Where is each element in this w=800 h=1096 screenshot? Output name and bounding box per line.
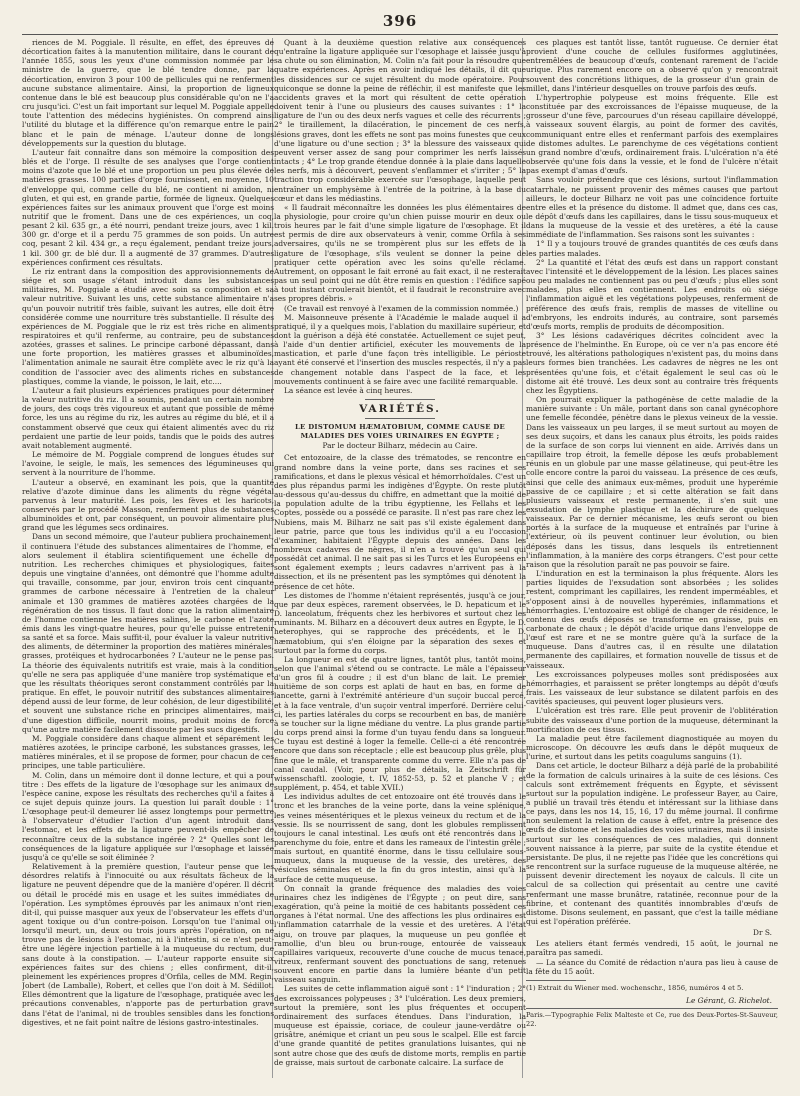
- paragraph: La séance est levée à cinq heures.: [284, 385, 413, 395]
- paragraph: M. Colin, dans un mémoire dont il donne lecture, et qui a pour titre : Des effets de la ligature de l'œsophage sur les animaux de l'espèce canine, expose les résultats des recherches qu'il a faites à ce sujet depuis quinze jours. La question lui paraît double : 1° L'œsophage peut-il demeurer lié assez longtemps pour permettre à l'observateur d'étudier l'action d'un agent introduit dans l'estomac, et les effets de la ligature peuvent-ils empêcher de reconnaître ceux de la substance ingérée ? 2° Quelles sont les conséquences de la ligature appliquée sur l'œsophage et laissée jusqu'à ce qu'elle se soit éliminée ?: [22, 770, 274, 862]
- paragraph: Quant à la deuxième question relative aux conséquences qu'entraîne la ligature appliquée sur l'œsophage et laissée jusqu'à sa chute ou son élimination, M. Colin n'a fait pour la résoudre que quatre expériences. Après en avoir indiqué les détails, il dit que les dissidences sur ce sujet résultent du mode opératoire. Pour quiconque se donne la peine de réfléchir, il est manifeste que les accidents graves et la mort qui résultent de cette opération doivent tenir à l'une ou plusieurs des causes suivantes : 1° la ligature de l'un ou des deux nerfs vagues et celle des récurrents ; 2° le tiraillement, la dilacération, le pincement de ces nerfs, lésions graves, dont les effets ne sont pas moins funestes que ceux d'une ligature ou d'une section ; 3° la blessure des vaisseaux qui peuvent verser assez de sang pour comprimer les nerfs laissés intacts ; 4° Le trop grande étendue donnée à la plaie dans laquelle les nerfs, mis à découvert, peuvent s'enflammer et s'irriter ; 5° la traction trop considérable exercée sur l'œsophage, laquelle peut entraîner un emphysème à l'entrée de la poitrine, à la base du cœur et dans les médiastins.: [274, 38, 526, 203]
- paragraph: Les distomes de l'homme n'étaient représentés, jusqu'à ce jour, que par deux espèces, rarement observées, le D. hepaticum et le D. lanceolatum, fréquents chez les herbivores et surtout chez les ruminants. M. Bilharz en a découvert deux autres en Égypte, le D. heterophyes, qui se rapproche des précédents, et le D. hæmatobium, qui s'en éloigne par la séparation des sexes et surtout par la forme du corps.: [274, 590, 526, 655]
- paragraph: Le riz entrant dans la composition des approvisionnements de siége et son usage s'étant introduit dans les subsistances militaires, M. Poggiale a étudié avec soin sa composition et sa valeur nutritive. Suivant les uns, cette substance alimentaire n'a qu'un pouvoir nutritif très faible, suivant les autres, elle doit être considérée comme une nourriture très substantielle. Il résulte des expériences de M. Poggiale que le riz est très riche en aliments respiratoires et qu'il renferme, au contraire, peu de substances azotées, grasses et salines. Le principe carboné dépassant, dans une forte proportion, les matières grasses et albuminoïdes, l'alimentation animale ne saurait être complète avec le riz qu'à la condition de l'associer avec des aliments riches en substances plastiques, comme la viande, le poisson, le lait, etc....: [22, 266, 274, 386]
- paragraph: ces plaques est tantôt lisse, tantôt rugueuse. Ce dernier état provient d'une couche de cellules fusiformes agglutinées, entremêlées de beaucoup d'œufs, contenant rarement de l'acide urique. Plus rarement encore on a observé qu'on y rencontrait souvent des concrétions lithiques, de la grosseur d'un grain de millet, dans l'intérieur desquelles on trouve parfois des œufs.: [526, 38, 778, 93]
- paragraph: 3° Les lésions cadavériques décrites coïncident avec la présence de l'helminthe. En Europe, où ce ver n'a pas encore été trouvé, les altérations pathologiques n'existent pas, du moins dans leurs formes bien tranchées. Les cadavres de nègres ne les ont présentées qu'une fois, et c'était également le seul cas où le distome ait été trouvé. Les deux sont au contraire très fréquents chez les Égyptiens.: [526, 331, 778, 395]
- footnote-rule: [526, 980, 586, 981]
- paragraph: On pourrait expliquer la pathogénèse de cette maladie de la manière suivante : Un mâle, portant dans son canal gynécophore une femelle fécondée, pénètre dans le plexus veineux de la vessie. Dans les vaisseaux un peu larges, il se meut surtout au moyen de ses deux suçoirs, et dans les canaux plus étroits, les poids raides de la surface de son corps lui viennent en aide. Arrivés dans un capillaire trop étroit, la femelle dépose les œufs probablement réunis en un globule par une masse gélatineuse, qui peut-être les colle encore contre la paroi du vaisseau. La présence de ces œufs, ainsi que celle des animaux eux-mêmes, produit une hyperémie passive de ce capillaire ; et si cette altération se fait dans plusieurs vaisseaux et reste permanente, il s'en suit une exsudation de lymphe plastique et la déchirure de quelques vaisseaux. Par ce dernier mécanisme, les œufs seront ou bien portés à la surface de la muqueuse et entraînés par l'urine à l'extérieur, où ils peuvent continuer leur évolution, ou bien déposés dans les tissus, dans lesquels ils entretiennent l'inflammation, à la manière des corps étrangers. C'est pour cette raison que la résolution paraît ne pas pouvoir se faire.: [526, 395, 778, 569]
- paragraph: Les suites de cette inflammation aiguë sont : 1° l'induration ; 2° des excroissances polypeuses ; 3° l'ulcération. Les deux premiers, surtout la première, sont les plus fréquentes et occupent ordinairement des surfaces étendues. Dans l'induration, la muqueuse est épaissie, coriace, de couleur jaune-verdâtre ou grisâtre, anémique et criant un peu sous le scalpel. Elle est farcie d'une grande quantité de petites granulations luisantes, qui ne sont autre chose que des œufs de distome morts, remplis en partie de graisse, mais surtout de carbonate calcaire. La surface de: [274, 984, 526, 1067]
- article-byline: Par le docteur Bilharz, médecin au Caire.: [322, 441, 478, 451]
- paragraph: Sans vouloir prétendre que ces lésions, surtout l'inflammation catarrhale, ne puissent provenir des mêmes causes que partout ailleurs, le docteur Bilharz ne voit pas une coïncidence fortuite entre elles et la présence du distome. Il admet que, dans ces cas, le dépôt d'œufs dans les capillaires, dans le tissu sous-muqueux et dans la muqueuse de la vessie et des uretères, a été la cause immédiate de l'inflammation. Ses raisons sont les suivantes :: [526, 175, 778, 240]
- page-number: 396: [382, 12, 418, 30]
- paragraph: L'auteur fait connaître dans son mémoire la composition des blés et de l'orge. Il résulte de ses analyses que l'orge contient moins d'azote que le blé et une proportion un peu plus élevée de matières grasses. 100 parties d'orge fournissent, en moyenne, 10 d'enveloppe qui, comme celle du blé, ne contient ni amidon, ni gluten, et qui est, en grande partie, formée de ligneux. Quelques expériences faites sur les animaux prouvent que l'orge est moins nutritif que le froment. Dans une de ces expériences, un coq, pesant 2 kil. 635 gr., a été nourri, pendant treize jours, avec 1 kil. 300 gr. d'orge et il a perdu 75 grammes de son poids. Un autre coq, pesant 2 kil. 434 gr., a reçu également, pendant treize jours, 1 kil. 300 gr. de blé dur. Il a augmenté de 37 grammes. D'autres expériences confirment ces résultats.: [22, 147, 274, 267]
- paragraph: Le mémoire de M. Poggiale comprend de longues études sur l'avoine, le seigle, le maïs, les semences des légumineuses qui servent à la nourriture de l'homme.: [22, 450, 274, 478]
- paragraph: 1° Il y a toujours trouvé de grandes quantités de ces œufs dans les parties malades.: [526, 239, 778, 258]
- paragraph: Relativement à la première question, l'auteur pense que les désordres relatifs à l'innocuité ou aux résultats fâcheux de la ligature ne peuvent dépendre que de la manière d'opérer. Il décrit ou détail le procédé mis en usage et les suites immédiates de l'opération. Les symptômes éprouvés par les animaux n'ont rien, dit-il, qui puisse masquer aux yeux de l'observateur les effets d'un agent toxique ou d'un contre-poison. Lorsqu'on tue l'animal ou lorsqu'il meurt, un, deux ou trois jours après l'opération, on ne trouve pas de lésions à l'estomac, ni à l'intestin, si ce n'est peut-être une légère injection partielle à la muqueuse du rectum, due sans doute à la constipation. — L'auteur rapporte ensuite six expériences faites sur des chiens ; elles confirment, dit-il, pleinement les expériences propres d'Orfila, celles de MM. Regin, Jobert (de Lamballe), Robert, et celles que l'on doit à M. Sédillot. Elles démontrent que la ligature de l'œsophage, pratiquée avec les précautions convenables, n'apporte pas de perturbation grave dans l'état de l'animal, ni de troubles sensibles dans les fonctions digestives, et ne fait point naître de lésions gastro-intestinales.: [22, 862, 274, 1027]
- article-signature: Dr S.: [753, 928, 772, 938]
- paragraph: 2° La quantité et l'état des œufs est dans un rapport constant avec l'intensité et le développement de la lésion. Les places saines ou peu malades ne contiennent pas ou peu d'œufs ; plus elles sont malades, plus elles en contiennent. Les endroits où siége l'inflammation aiguë et les végétations polypeuses, renferment de préférence des œufs frais, remplis de masses de vitelline ou d'embryons, les endroits indurés, au contraire, sont parsemés d'œufs morts, remplis de produits de décomposition.: [526, 257, 778, 331]
- section-rule: [365, 418, 435, 419]
- article-title: LE DISTOMUM HÆMATOBIUM, COMME CAUSE DE MALADIES DES VOIES URINAIRES EN ÉGYPTE ;: [294, 423, 506, 440]
- column-right: [526, 38, 778, 1084]
- section-heading: VARIÉTÉS.: [359, 403, 441, 416]
- paragraph: « Il faudrait méconnaître les données les plus élémentaires de la physiologie, pour croire qu'un chien puisse mourir en deux ou trois heures par le fait d'une simple ligature de l'œsophage. Et il est permis de dire aux observateurs à venir, comme Orfila à ses adversaires, qu'ils ne se trompèrent plus sur les effets de la ligature de l'œsophage, s'ils veulent se donner la peine de pratiquer cette opération avec les soins qu'elle réclame. Autrement, on opposant le fait erroné au fait exact, il ne resterait pas un seul point qui ne dût être remis en question : l'édifice sapé à tout instant croulerait bientôt, et il faudrait le reconstruire avec ses propres débris. »: [274, 202, 526, 304]
- footnote: (1) Extrait du Wiener med. wochenschr., 1856, numéros 4 et 5.: [526, 983, 744, 992]
- paragraph: Cet entozoaire, de la classe des trématodes, se rencontre en grand nombre dans la veine porte, dans ses racines et ses ramifications, et dans le plexus vésical et hémorrhoïdales. C'est un des plus répandus parmi les indigènes d'Égypte. On reste plutôt au-dessous qu'au-dessus du chiffre, en admettant que la moitié de la population adulte de la tribu égyptienne, les Fellahs et les Coptes, possède ou a possédé ce parasite. Il n'est pas rare chez les Nubiens, mais M. Bilharz ne sait pas s'il existe également dans leur patrie, parce que tous les individus qu'il a eu l'occasion d'examiner, habitaient l'Égypte depuis des années. Dans les nombreux cadavres de nègres, il n'en a trouvé qu'un seul qui possédât cet animal. Il ne sait pas si les Turcs et les Européens en sont également exempts ; leurs cadavres n'arrivent pas à la dissection, et ils ne présentent pas les symptômes qui dénotent la présence de cet hôte.: [274, 453, 526, 591]
- paragraph: La maladie peut être facilement diagnostiquée au moyen du microscope. On découvre les œufs dans le dépôt muqueux de l'urine, et surtout dans les petits coagulums sanguins (1).: [526, 733, 778, 762]
- committee-notice: — La séance du Comité de rédaction n'aura pas lieu à cause de la fête du 15 août.: [526, 957, 778, 976]
- paragraph: L'induration en est la terminaison la plus fréquente. Alors les parties liquides de l'exsudation sont absorbées ; les solides restent, comprimant les capillaires, les rendent imperméables, et s'opposent ainsi à de nouvelles hyperémies, inflammations et hémorrhagies. L'entozoaire est obligé de changer de résidence, le contenu des œufs déposés se transforme en graisse, puis en carbonate de chaux ; le dépôt d'acide urique dans l'enveloppe de l'œuf est rare et ne se montre guère qu'à la surface de la muqueuse. Dans d'autres cas, il en résulte une dilatation permanente des capillaires, et formation nouvelle de tissus et de vaisseaux.: [526, 569, 778, 670]
- paragraph: On connaît la grande fréquence des maladies des voies urinaires chez les indigènes de l'Égypte ; on peut dire, sans exagération, qu'à peine la moitié de ces habitants possèdent ces organes à l'état normal. Une des affections les plus ordinaires est l'inflammation catarrhale de la vessie et des uretères. A l'état aigu, on trouve par plaques, la muqueuse un peu gonflée et ramollie, d'un bleu ou brun-rouge, entourée de vaisseaux capillaires variqueux, recouverte d'une couche de mucus tenace, vitreux, renfermant souvent des ponctuations de sang, retenues souvent encore en partie dans la lumière béante d'un petit vaisseau sanguin.: [274, 883, 526, 985]
- paragraph: L'auteur a observé, en examinant les pois, que la quantité relative d'azote diminue dans les aliments du règne végétal parvenus à leur maturité. Les pois, les fèves et les haricots, conservés par le procédé Masson, renferment plus de substances albuminoïdes et ont, par conséquent, un pouvoir alimentaire plus grand que les légumes secs ordinaires.: [22, 477, 274, 533]
- paragraph: L'ulcération est très rare. Elle peut provenir de l'oblitération subite des vaisseaux d'une portion de la muqueuse, déterminant la mortification de ces tissus.: [526, 706, 778, 734]
- column-middle: [274, 38, 526, 1084]
- paragraph: Dans un second mémoire, que l'auteur publiera prochainement, il continuera l'étude des substances alimentaires de l'homme, et alors seulement il établira scientifiquement une échelle de nutrition. Les recherches chimiques et physiologiques, faites depuis une vingtaine d'années, ont démontré que l'homme adulte qui travaille, consomme, par jour, environ trois cent cinquante grammes de carbone nécessaire à l'entretien de la chaleur animale et 130 grammes de matières azotées chargées de la régénération de nos tissus. Il faut donc que la ration alimentaire de l'homme contienne les matières salines, le carbone et l'azote émis dans les vingt-quatre heures, pour qu'elle puisse entretenir sa santé et sa force. Mais suffit-il, pour évaluer la valeur nutritive des aliments, de déterminer la proportion des matières minérales, grasses, protéiques et hydrocarbonées ? L'auteur ne le pense pas. La théorie des équivalents nutritifs est vraie, mais à la condition qu'elle ne sera pas appliquée d'une manière trop systématique et que les résultats théoriques seront constamment contrôlés par la pratique. En effet, le pouvoir nutritif des substances alimentaires dépend aussi de leur forme, de leur cohésion, de leur digestibilité, et souvent une substance riche en principes alimentaires, mais d'une digestion difficile, nourrit moins, produit moins de force qu'une autre matière facilement dissoute par les sucs digestifs.: [22, 532, 274, 734]
- paragraph: La longueur en est de quatre lignes, tantôt plus, tantôt moins, selon que l'animal s'étend ou se contracte. Le mâle a l'épaisseur d'un gros fil à coudre ; il est d'un blanc de lait. Le premier huitième de son corps est aplati de haut en bas, en forme de lancette, garni à l'extrémité antérieure d'un suçoir buccal percé, et à la face ventrale, d'un suçoir ventral imperforé. Derrière celui-ci, les parties latérales du corps se recourbent en bas, de manière à se toucher sur la ligne médiane du ventre. La plus grande partie du corps prend ainsi la forme d'un tuyau fendu dans sa longueur. Ce tuyau est destiné à loger la femelle. Celle-ci a été rencontrée encore que dans son réceptacle ; elle est beaucoup plus grêle, plus fine que le mâle, et transparente comme du verre. Elle n'a pas de canal caudal. (Voir, pour plus de détails, la Zeitschrift für wissenschaftl. zoologie, t. IV, 1852-53, p. 52 et planche V ; et supplément, p. 454, et table XVII.): [274, 654, 526, 793]
- paragraph: L'auteur a fait plusieurs expériences pratiques pour déterminer la valeur nutritive du riz. Il a soumis, pendant un certain nombre de jours, des coqs très vigoureux et autant que possible de même force, les uns au régime du riz, les autres au régime du blé, et il a constamment observé que ceux qui étaient alimentés avec du riz perdaient une partie de leur poids, tandis que le poids des autres avait notablement augmenté.: [22, 385, 274, 450]
- paragraph: Les excroissances polypeuses molles sont prédisposées aux hémorrhagies, et paraissent se prêter longtemps au dépôt d'œufs frais. Les vaisseaux de leur substance se dilatent parfois en des cavités spacieuses, qui peuvent loger plusieurs vers.: [526, 669, 778, 707]
- paragraph: M. Maisonneuve présente à l'Académie le malade auquel il a pratiqué, il y a quelques mois, l'ablation du maxillaire supérieur, et dont la guérison a déjà été constatée. Actuellement ce sujet peut, à l'aide d'un dentier artificiel, exécuter les mouvements de la mastication, et parle d'une façon très intelligible. Le périoste ayant été conservé et l'insertion des muscles respectés, il n'y a pas de changement notable dans l'aspect de la face, et les mouvements continuent à se faire avec une facilité remarquable.: [274, 312, 526, 386]
- paragraph: M. Poggiale considère dans chaque aliment et séparément les matières azotées, le principe carboné, les substances grasses, les matières minérales, et il se propose de former, pour chacun de ces principes, une table particulière.: [22, 733, 274, 771]
- manager-signature: Le Gérant, G. Richelot.: [686, 996, 772, 1006]
- paragraph: Les individus adultes de cet entozoaire ont été trouvés dans le tronc et les branches de la veine porte, dans la veine splénique, les veines mésentériques et le plexus veineux du rectum et de la vessie. Ils se nourrissent de sang, dont les globules remplissent toujours le canal intestinal. Les œufs ont été rencontrés dans le parenchyme du foie, entre et dans les rameaux de l'intestin grêle ; mais surtout, en quantité énorme, dans le tissu cellulaire sous-muqueux, dans la muqueuse de la vessie, des uretères, des vésicules séminales et de la fin du gros intestin, ainsi qu'à la surface de cette muqueuse.: [274, 792, 526, 884]
- paragraph: Dans cet article, le docteur Bilharz a déjà parlé de la probabilité de la formation de calculs urinaires à la suite de ces lésions. Ces calculs sont extrêmement fréquents en Égypte, et sévissent surtout sur la population indigène. Le professeur Bayer, au Caire, a publié un travail très étendu et intéressant sur la lithiase dans ce pays, dans les nos 14, 15, 16, 17 du même journal. Il confirme non seulement la relation de cause à effet, entre la présence des œufs de distome et les maladies des voies urinaires, mais il insiste surtout sur les conséquences de ces maladies, qui donnent souvent naissance à la pierre, par suite de la cystite étendue et persistante. De plus, il ne rejette pas l'idée que les concrétions qui se rencontrent sur la surface rugueuse de la muqueuse altérée, ne puissent devenir directement les noyaux de calculs. Il cite un calcul de sa collection qui présentait au centre une cavité renfermant une masse brunâtre, ratatinée, reconnue pour de la fibrine, et contenant des quantités innombrables d'œufs de distome. Disons seulement, en passant, que c'est la taille médiane qui est l'opération préférée.: [526, 761, 778, 926]
- column-left: [22, 38, 274, 1084]
- paragraph: (Ce travail est renvoyé à l'examen de la commission nommée.): [284, 303, 519, 313]
- section-rule: [365, 399, 435, 400]
- printer-imprint: Paris.—Typographie Felix Malteste et Ce, rue des Deux-Portes-St-Sauveur, 22.: [526, 1008, 778, 1029]
- paragraph: L'hypertrophie polypeuse est moins fréquente. Elle est constituée par des excroissances de l'épaisse muqueuse, de la grosseur d'une fève, parcourues d'un réseau capillaire développé, à vaisseaux souvent élargis, au point de former des cavités, communiquant entre elles et renfermant parfois des exemplaires de distomes adultes. Le parenchyme de ces végétations contient un grand nombre d'œufs, ordinairement frais. L'ulcération n'a été observée qu'une fois dans la vessie, et le fond de l'ulcère n'était pas exempt d'amas d'œufs.: [526, 92, 778, 176]
- paragraph: riences de M. Poggiale. Il résulte, en effet, des épreuves de décortication faites à la manutention militaire, dans le courant de l'année 1855, sous les yeux d'une commission nommée par le ministre de la guerre, que le blé tendre donne, par la décortication, environ 3 pour 100 de pellicules qui ne renferment aucune substance alimentaire. Ainsi, la proportion de ligneux contenue dans le blé est beaucoup plus considérable qu'on ne l'a cru jusqu'ici. C'est un fait important sur lequel M. Poggiale appelle toute l'attention des médecins hygiénistes. On comprend ainsi l'utilité du blutage et la différence qu'on remarque entre le pain blanc et le pain de ménage. L'auteur donne de longs développements sur la question du blutage.: [22, 38, 274, 148]
- closing-notice: Les ateliers étant fermés vendredi, 15 août, le journal ne paraîtra pas samedi.: [526, 939, 778, 958]
- header-rule: [22, 34, 778, 35]
